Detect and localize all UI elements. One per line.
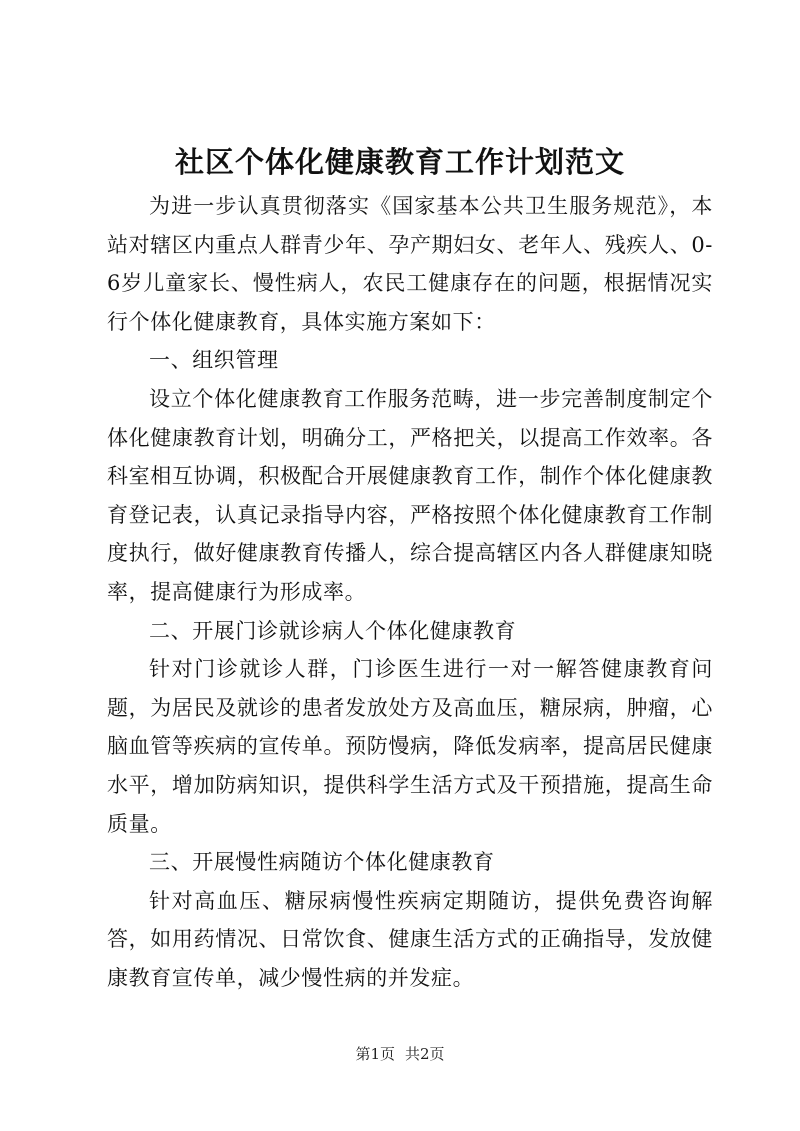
document-title: 社区个体化健康教育工作计划范文 <box>174 145 625 179</box>
page-total: 共2页 <box>405 1045 445 1063</box>
section-heading-3: 三、开展慢性病随访个体化健康教育 <box>149 850 495 875</box>
section-paragraph-1: 设立个体化健康教育工作服务范畴，进一步完善制度制定个体化健康教育计划，明确分工，严格把关，以提高工作效率。各科室相互协调，积极配合开展健康教育工作，制作个体化健康教育登记表，认真记录指导内容，严格按照个体化健康教育工作制度执行，做好健康教育传播人，综合提高辖区内各人群健康知晓率，提高健康行为形成率。 <box>107 386 713 604</box>
page-number: 第1页 <box>355 1045 395 1063</box>
section-heading-2: 二、开展门诊就诊病人个体化健康教育 <box>149 618 517 643</box>
document-body <box>107 187 713 997</box>
page-footer <box>0 1043 800 1065</box>
section-heading-1: 一、组织管理 <box>149 348 279 373</box>
intro-paragraph: 为进一步认真贯彻落实《国家基本公共卫生服务规范》，本站对辖区内重点人群青少年、孕产期妇女、老年人、残疾人、0-6岁儿童家长、慢性病人，农民工健康存在的问题，根据情况实行个体化健康教育，具体实施方案如下： <box>107 194 713 334</box>
section-paragraph-2: 针对门诊就诊人群，门诊医生进行一对一解答健康教育问题，为居民及就诊的患者发放处方及高血压，糖尿病，肿瘤，心脑血管等疾病的宣传单。预防慢病，降低发病率，提高居民健康水平，增加防病知识，提供科学生活方式及干预措施，提高生命质量。 <box>107 657 713 836</box>
section-paragraph-3: 针对高血压、糖尿病慢性疾病定期随访，提供免费咨询解答，如用药情况、日常饮食、健康生活方式的正确指导，发放健康教育宣传单，减少慢性病的并发症。 <box>107 888 713 990</box>
